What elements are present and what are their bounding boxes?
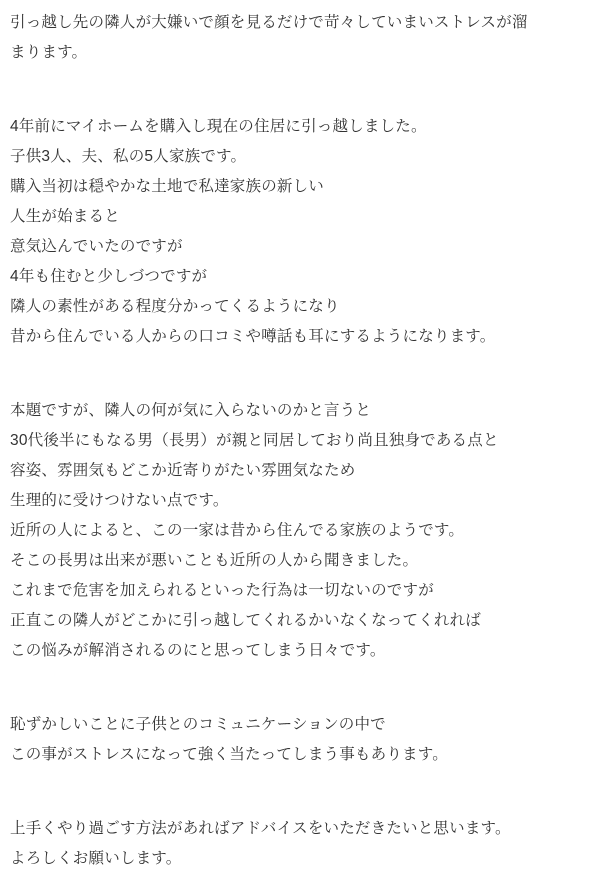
paragraph-gap (10, 696, 590, 710)
text-line: 昔から住んでいる人からの口コミや噂話も耳にするようになります。 (10, 328, 496, 345)
paragraph-gap (10, 382, 590, 396)
paragraph-request (10, 814, 590, 874)
text-line: 子供3人、夫、私の5人家族です。 (10, 148, 247, 165)
text-line: 30代後半にもなる男（長男）が親と同居しており尚且独身である点と (10, 432, 499, 449)
text-line: 本題ですが、隣人の何が気に入らないのかと言うと (10, 402, 372, 419)
text-line: 意気込んでいたのですが (10, 238, 183, 255)
text-line: この事がストレスになって強く当たってしまう事もあります。 (10, 746, 448, 763)
paragraph-main-issue (10, 396, 590, 666)
text-line: 正直この隣人がどこかに引っ越してくれるかいなくなってくれれば (10, 612, 482, 629)
paragraph-intro (10, 8, 590, 68)
text-line: 恥ずかしいことに子供とのコミュニケーションの中で (10, 716, 386, 733)
paragraph-gap (10, 352, 590, 382)
text-line: 4年前にマイホームを購入し現在の住居に引っ越しました。 (10, 118, 427, 135)
paragraph-gap (10, 666, 590, 696)
text-line: 容姿、雰囲気もどこか近寄りがたい雰囲気なため (10, 462, 356, 479)
text-line: そこの長男は出来が悪いことも近所の人から聞きました。 (10, 552, 419, 569)
paragraph-gap (10, 770, 590, 800)
paragraph-gap (10, 68, 590, 98)
text-line: 隣人の素性がある程度分かってくるようになり (10, 298, 340, 315)
text-line: よろしくお願いします。 (10, 850, 182, 867)
paragraph-background (10, 112, 590, 352)
text-line: 人生が始まると (10, 208, 120, 225)
paragraph-gap (10, 98, 590, 112)
text-line: まります。 (10, 44, 88, 61)
paragraph-confession (10, 710, 590, 770)
text-line: 近所の人によると、この一家は昔から住んでる家族のようです。 (10, 522, 465, 539)
text-line: 上手くやり過ごす方法があればアドバイスをいただきたいと思います。 (10, 820, 511, 837)
text-line: これまで危害を加えられるといった行為は一切ないのですが (10, 582, 434, 599)
text-line: 4年も住むと少しづつですが (10, 268, 208, 285)
text-line: 購入当初は穏やかな土地で私達家族の新しい (10, 178, 325, 195)
paragraph-gap (10, 800, 590, 814)
text-line: 生理的に受けつけない点です。 (10, 492, 229, 509)
text-line: 引っ越し先の隣人が大嫌いで顔を見るだけで苛々していまいストレスが溜 (10, 14, 528, 31)
text-line: この悩みが解消されるのにと思ってしまう日々です。 (10, 642, 386, 659)
